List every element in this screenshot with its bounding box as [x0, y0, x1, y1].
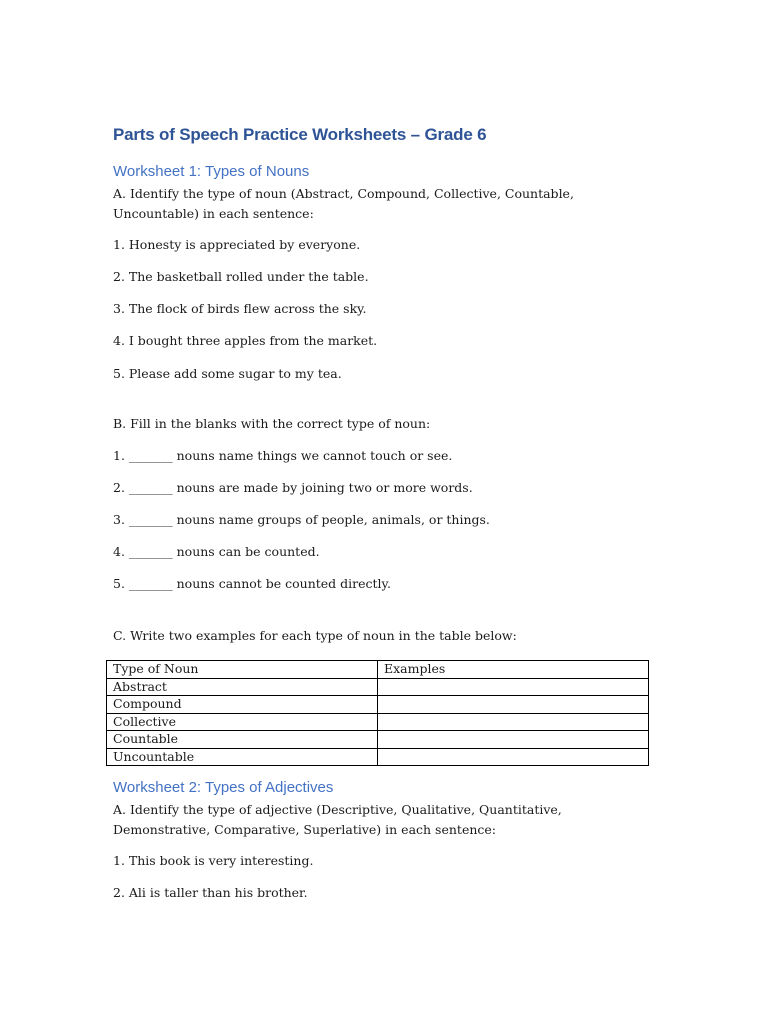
table-row: [107, 678, 649, 696]
noun-type-cell: Uncountable: [107, 748, 378, 766]
noun-examples-table: [106, 660, 649, 766]
noun-type-cell: Countable: [107, 731, 378, 749]
fill-blank-5: 5. _______ nouns cannot be counted directly.: [113, 576, 391, 591]
noun-question-3: 3. The flock of birds flew across the sky.: [113, 301, 367, 316]
document-title: Parts of Speech Practice Worksheets – Grade 6: [113, 125, 487, 144]
fill-blank-3: 3. _______ nouns name groups of people, animals, or things.: [113, 512, 490, 527]
table-header-cell: Type of Noun: [107, 661, 378, 679]
fill-blank-1: 1. _______ nouns name things we cannot touch or see.: [113, 448, 453, 463]
table-header-cell: Examples: [378, 661, 649, 679]
examples-cell[interactable]: [378, 748, 649, 766]
fill-blank-2: 2. _______ nouns are made by joining two or more words.: [113, 480, 473, 495]
worksheet-2-heading: Worksheet 2: Types of Adjectives: [113, 779, 334, 796]
table-row: [107, 696, 649, 714]
examples-cell[interactable]: [378, 713, 649, 731]
worksheet-1-part-c-instruction: C. Write two examples for each type of noun in the table below:: [113, 628, 517, 643]
noun-type-cell: Abstract: [107, 678, 378, 696]
worksheet-1-part-b-instruction: B. Fill in the blanks with the correct type of noun:: [113, 416, 431, 431]
noun-type-cell: Compound: [107, 696, 378, 714]
noun-type-cell: Collective: [107, 713, 378, 731]
table-row: [107, 748, 649, 766]
adjective-question-2: 2. Ali is taller than his brother.: [113, 885, 308, 900]
noun-question-4: 4. I bought three apples from the market.: [113, 333, 378, 348]
adjective-question-1: 1. This book is very interesting.: [113, 853, 314, 868]
noun-question-2: 2. The basketball rolled under the table.: [113, 269, 369, 284]
examples-cell[interactable]: [378, 678, 649, 696]
table-row: [107, 713, 649, 731]
noun-question-5: 5. Please add some sugar to my tea.: [113, 366, 342, 381]
noun-question-1: 1. Honesty is appreciated by everyone.: [113, 237, 361, 252]
table-row: [107, 731, 649, 749]
table-header-row: [107, 661, 649, 679]
worksheet-2-part-a-instruction: A. Identify the type of adjective (Descriptive, Qualitative, Quantitative, Demonstrative, Comparative, Superlative) in each sentence:: [113, 802, 562, 837]
examples-cell[interactable]: [378, 696, 649, 714]
worksheet-1-part-a-instruction: A. Identify the type of noun (Abstract, Compound, Collective, Countable, Uncountable) in each sentence:: [113, 186, 574, 221]
fill-blank-4: 4. _______ nouns can be counted.: [113, 544, 320, 559]
worksheet-1-heading: Worksheet 1: Types of Nouns: [113, 163, 310, 180]
examples-cell[interactable]: [378, 731, 649, 749]
